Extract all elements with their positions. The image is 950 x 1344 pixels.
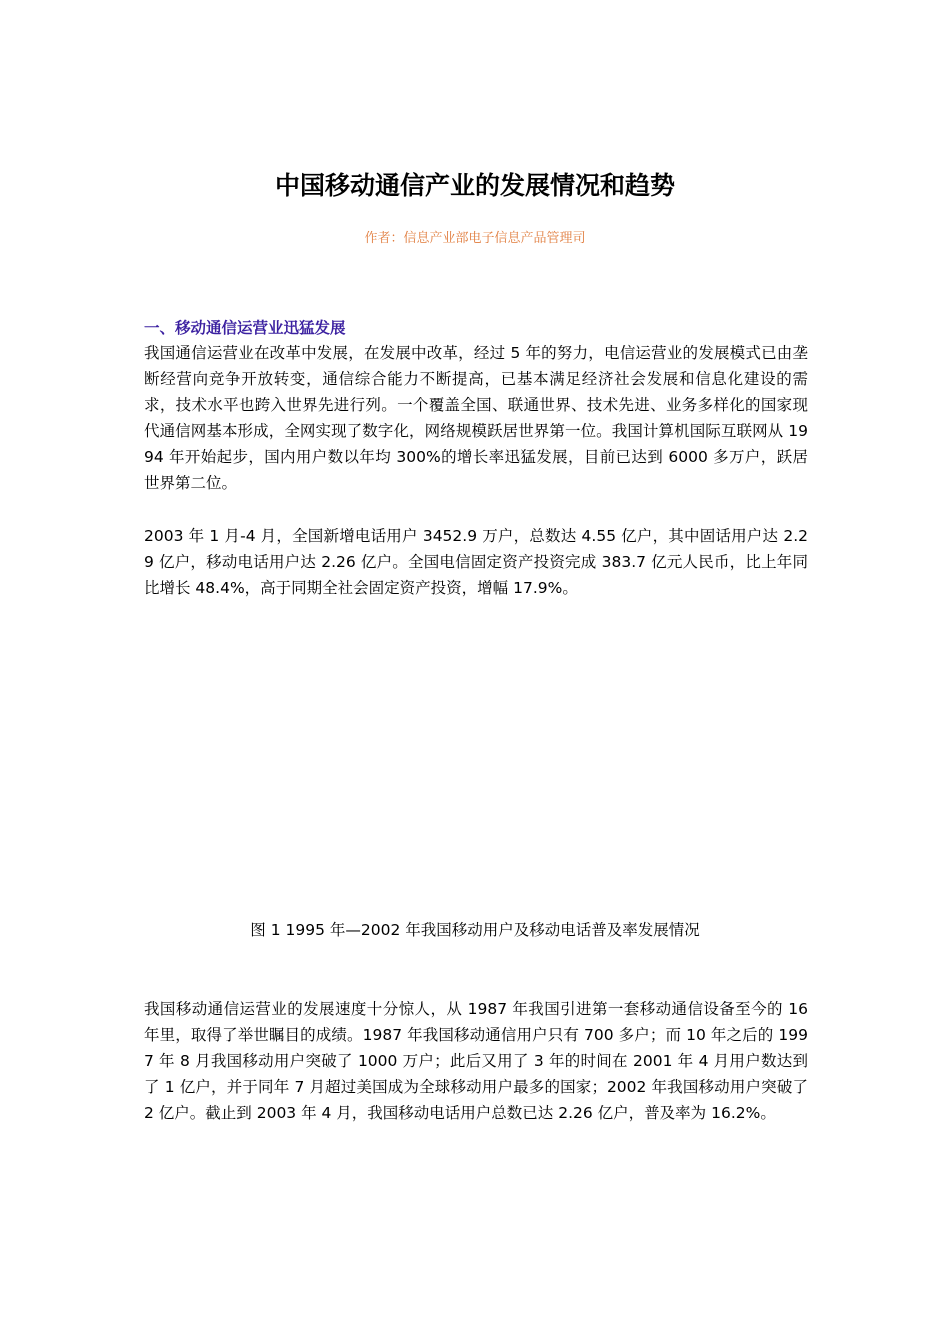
paragraph-statistics: 2003 年 1 月-4 月，全国新增电话用户 3452.9 万户，总数达 4.55 亿户，其中固话用户达 2.29 亿户，移动电话用户达 2.26 亿户。全国电信固定资产投资完成 383.7 亿元人民币，比上年同比增长 48.4%，高于同期全社会固定资产投资，增幅 17.9%。 — [144, 527, 808, 597]
paragraph-intro: 我国通信运营业在改革中发展，在发展中改革，经过 5 年的努力，电信运营业的发展模式已由垄断经营向竞争开放转变，通信综合能力不断提高，已基本满足经济社会发展和信息化建设的需求，技术水平也跨入世界先进行列。一个覆盖全国、联通世界、技术先进、业务多样化的国家现代通信网基本形成，全网实现了数字化，网络规模跃居世界第一位。我国计算机国际互联网从 1994 年开始起步，国内用户数以年均 300%的增长率迅猛发展，目前已达到 6000 多万户，跃居世界第二位。 — [144, 344, 808, 492]
document-title: 中国移动通信产业的发展情况和趋势 — [274, 171, 675, 200]
section-heading: 一、移动通信运营业迅猛发展 — [144, 319, 346, 337]
figure-placeholder — [144, 620, 808, 900]
figure-caption: 图 1 1995 年—2002 年我国移动用户及移动电话普及率发展情况 — [250, 921, 700, 939]
paragraph-mobile-growth: 我国移动通信运营业的发展速度十分惊人，从 1987 年我国引进第一套移动通信设备至今的 16 年里，取得了举世瞩目的成绩。1987 年我国移动通信用户只有 700 多户；而 10 年之后的 1997 年 8 月我国移动用户突破了 1000 万户；此后又用了 3 年的时间在 2001 年 4 月用户数达到了 1 亿户，并于同年 7 月超过美国成为全球移动用户最多的国家；2002 年我国移动用户突破了 2 亿户。截止到 2003 年 4 月，我国移动电话用户总数已达 2.26 亿户，普及率为 16.2%。 — [144, 1000, 808, 1122]
author-line: 作者：信息产业部电子信息产品管理司 — [364, 231, 586, 246]
